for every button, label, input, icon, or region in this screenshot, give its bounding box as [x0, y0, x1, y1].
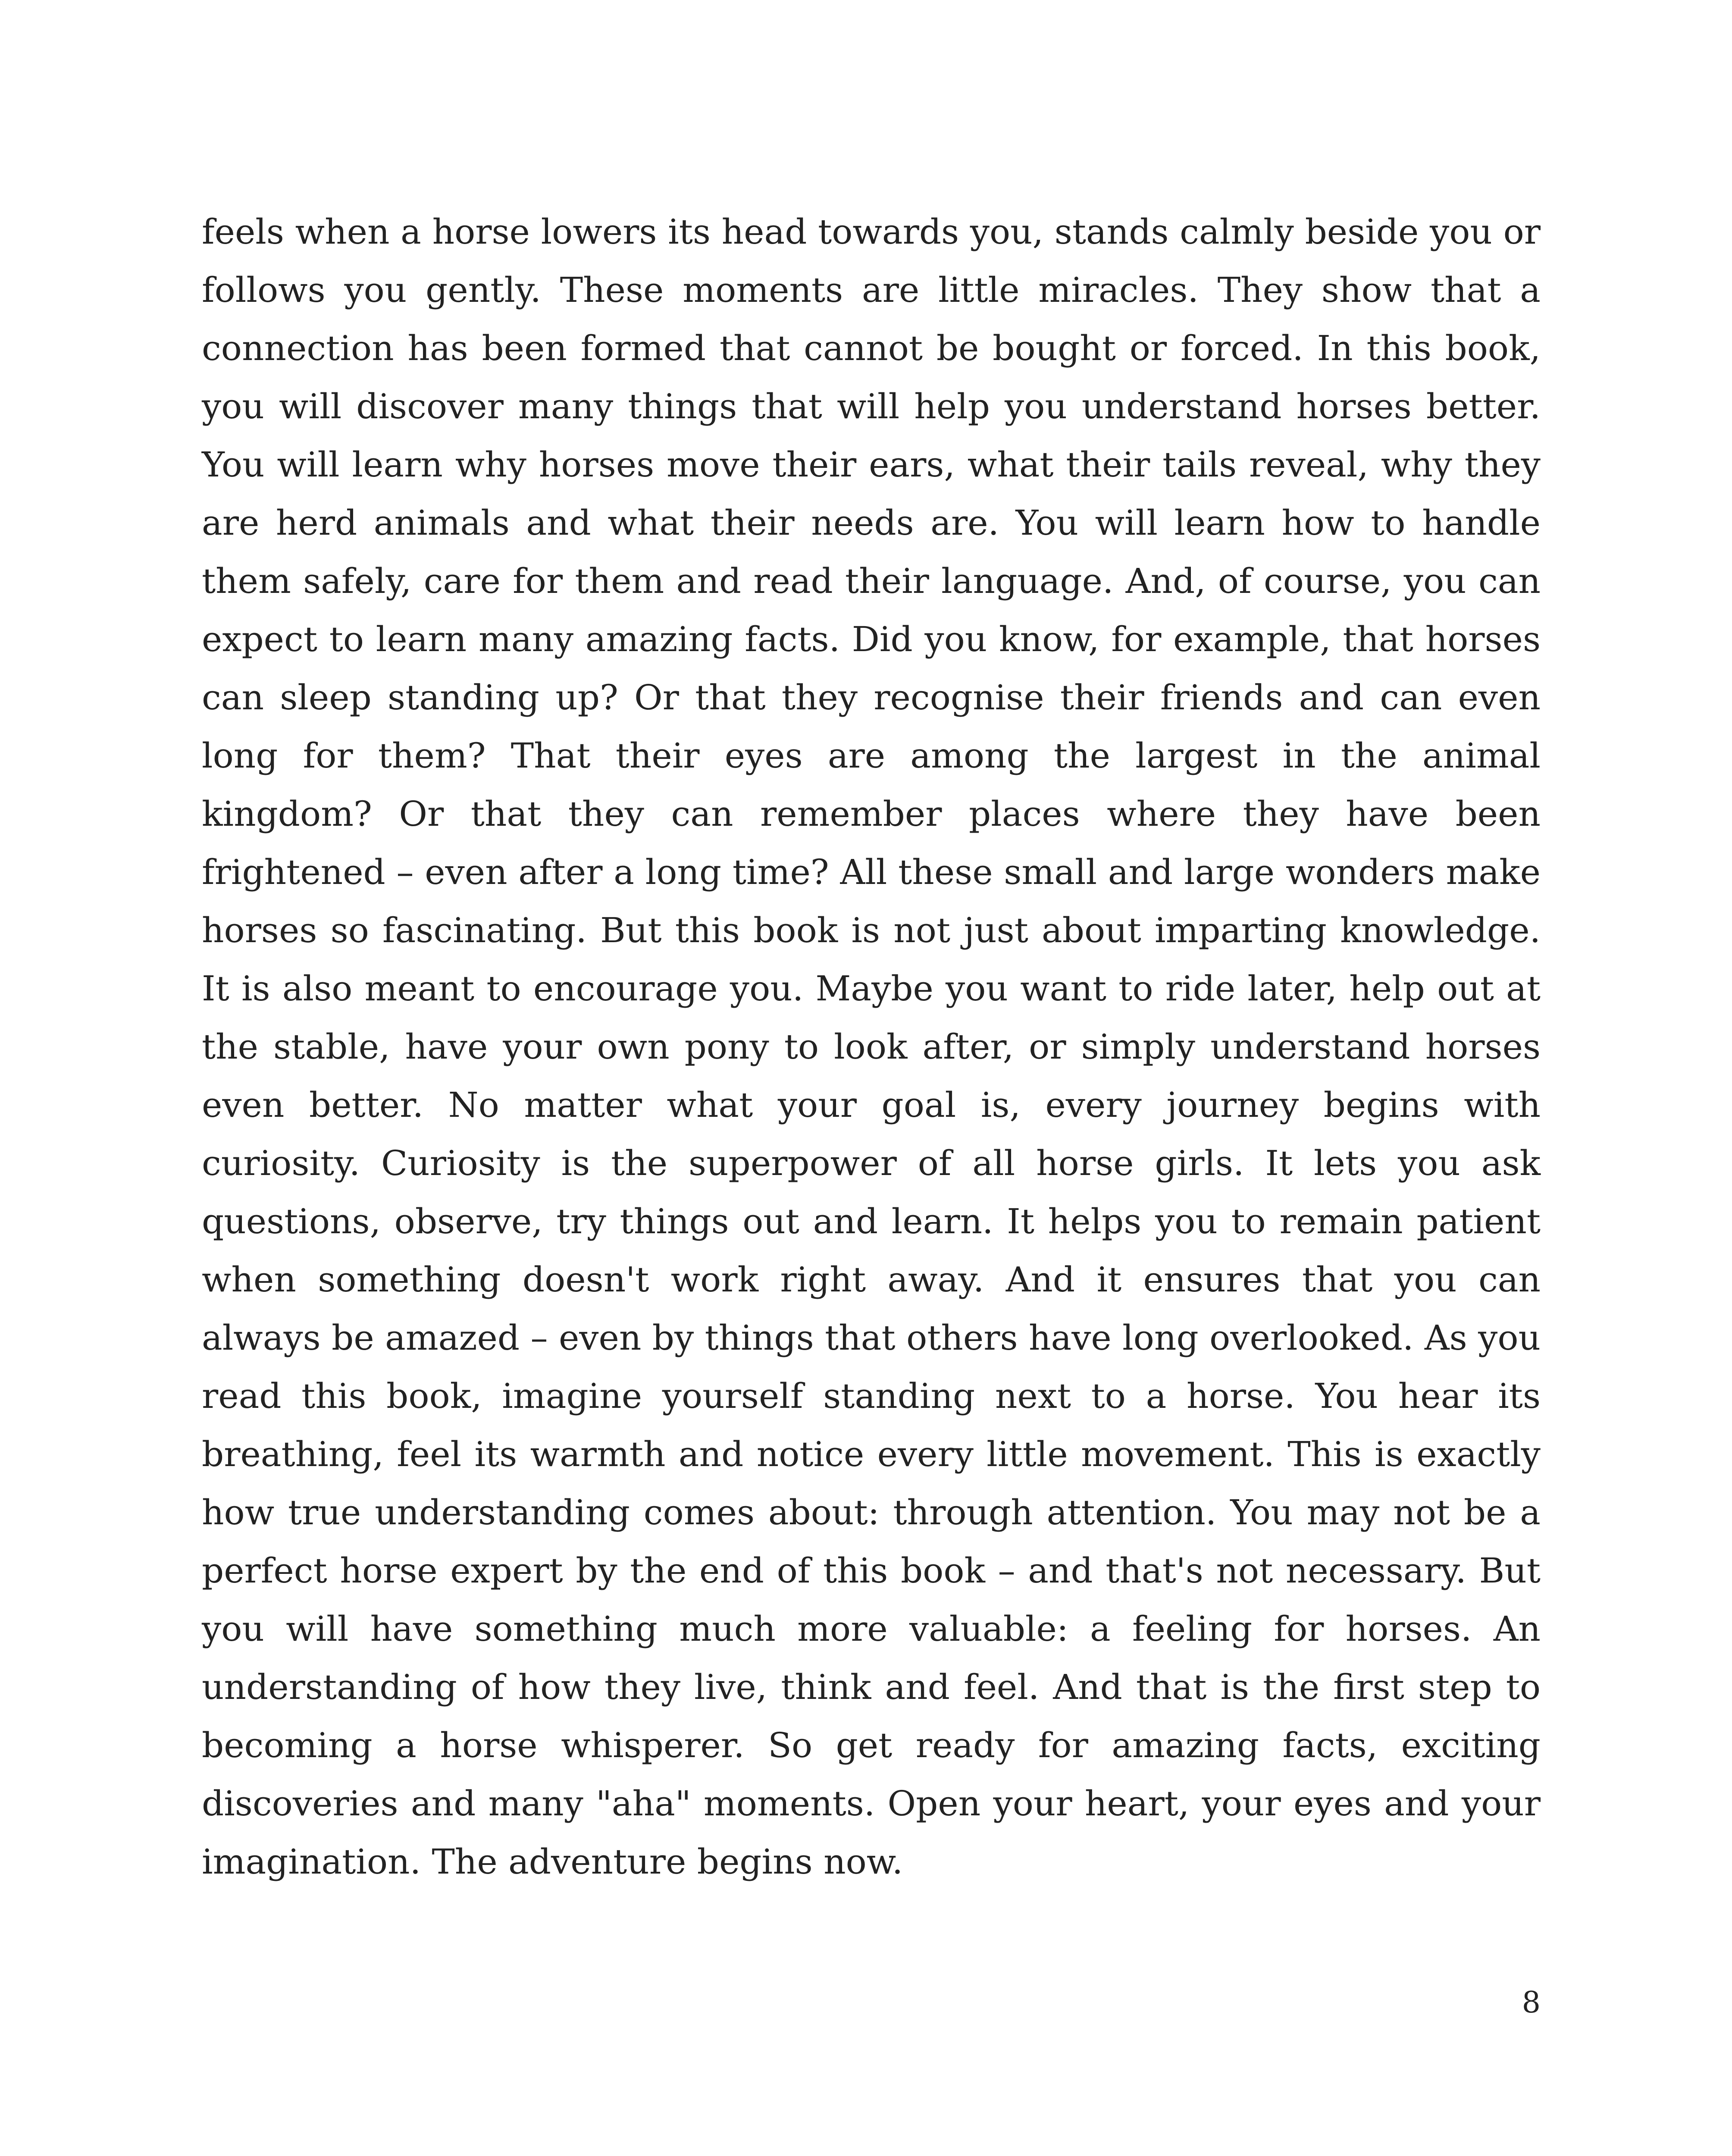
page-number: 8: [1522, 1986, 1541, 2020]
body-paragraph: feels when a horse lowers its head towards you, stands calmly beside you or follows you gently. These moments are little miracles. They show that a connection has been formed that cannot be bought or forced. In this book, you will discover many things that will help you understand horses better. You will learn why horses move their ears, what their tails reveal, why they are herd animals and what their needs are. You will learn how to handle them safely, care for them and read their language. And, of course, you can expect to learn many amazing facts. Did you know, for example, that horses can sleep standing up? Or that they recognise their friends and can even long for them? That their eyes are among the largest in the animal kingdom? Or that they can remember places where they have been frightened – even after a long time? All these small and large wonders make horses so fascinating. But this book is not just about imparting knowledge. It is also meant to encourage you. Maybe you want to ride later, help out at the stable, have your own pony to look after, or simply understand horses even better. No matter what your goal is, every journey begins with curiosity. Curiosity is the superpower of all horse girls. It lets you ask questions, observe, try things out and learn. It helps you to remain patient when something doesn't work right away. And it ensures that you can always be amazed – even by things that others have long overlooked. As you read this book, imagine yourself standing next to a horse. You hear its breathing, feel its warmth and notice every little movement. This is exactly how true understanding comes about: through attention. You may not be a perfect horse expert by the end of this book – and that's not necessary. But you will have something much more valuable: a feeling for horses. An understanding of how they live, think and feel. And that is the first step to becoming a horse whisperer. So get ready for amazing facts, exciting discoveries and many "aha" moments. Open your heart, your eyes and your imagination. The adventure begins now.: [202, 212, 1541, 1882]
